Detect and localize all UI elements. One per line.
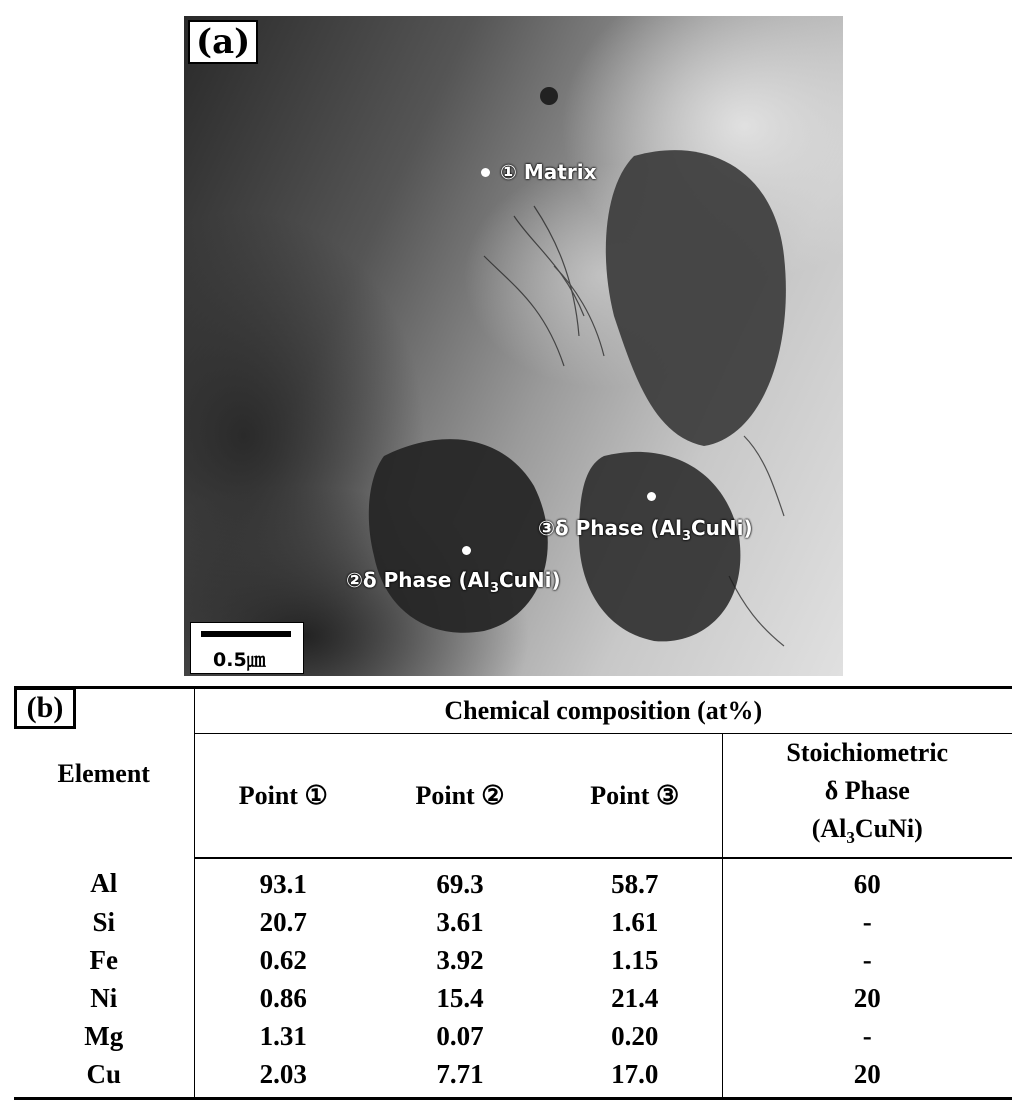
value-cell: 93.1: [259, 868, 307, 899]
panel-a-label: (a): [188, 20, 258, 64]
element-header: Element: [14, 688, 194, 859]
value-cell: 17.0: [548, 1055, 722, 1099]
value-cell: 3.92: [436, 944, 484, 975]
point-2-marker: [462, 546, 471, 555]
stoich-cell: -: [722, 941, 1012, 979]
point-3-label: ③δ Phase $(Al_3CuNi)$: [538, 516, 753, 544]
table-row: [14, 858, 1012, 903]
composition-header: Chemical composition (at%): [194, 688, 1012, 734]
value-cell: 20.7: [259, 906, 307, 937]
element-cell: Si: [14, 903, 194, 941]
point-1-header: Point ①: [194, 734, 372, 859]
point-3-header: Point ③: [548, 734, 722, 859]
element-cell: Ni: [14, 979, 194, 1017]
stoich-cell: -: [722, 903, 1012, 941]
value-cell: 0.86: [259, 982, 307, 1013]
table-row: [14, 1055, 1012, 1099]
element-cell: Al: [14, 858, 194, 903]
table-row: [14, 941, 1012, 979]
grain-lower-left: [369, 439, 548, 633]
stoich-cell: 20: [722, 1055, 1012, 1099]
value-cell: 1.61: [611, 906, 659, 937]
point-1-label: ① Matrix: [500, 160, 597, 184]
value-cell: 0.20: [611, 1020, 659, 1051]
tem-micrograph: [184, 16, 843, 676]
value-cell: 1.15: [611, 944, 659, 975]
value-cell: 0.07: [436, 1020, 484, 1051]
stoichiometric-header: Stoichiometric δ Phase $(Al_3CuNi)$: [722, 734, 1012, 859]
value-cell: 3.61: [436, 906, 484, 937]
point-2-header: Point ②: [372, 734, 548, 859]
value-cell: 69.3: [436, 868, 484, 899]
table-row: [14, 979, 1012, 1017]
composition-table: [14, 686, 1012, 1100]
value-cell: 15.4: [436, 982, 484, 1013]
point-3-marker: [647, 492, 656, 501]
point-2-label: ②δ Phase $(Al_3CuNi)$: [346, 568, 561, 596]
grain-lower-right: [579, 452, 740, 642]
particle: [540, 87, 558, 105]
stoich-cell: 20: [722, 979, 1012, 1017]
table-row: [14, 903, 1012, 941]
element-cell: Fe: [14, 941, 194, 979]
stoich-cell: -: [722, 1017, 1012, 1055]
grain-upper-right: [606, 150, 786, 446]
element-cell: Mg: [14, 1017, 194, 1055]
scale-bar: [190, 622, 304, 674]
value-cell: 2.03: [194, 1055, 372, 1099]
value-cell: 0.62: [259, 944, 307, 975]
value-cell: 7.71: [372, 1055, 548, 1099]
scale-bar-text: 0.5㎛: [213, 649, 266, 671]
stoich-cell: 60: [722, 858, 1012, 903]
table-row: [14, 1017, 1012, 1055]
point-1-marker: [481, 168, 490, 177]
scale-bar-line: [201, 631, 291, 637]
value-cell: 21.4: [611, 982, 659, 1013]
element-cell: Cu: [14, 1055, 194, 1099]
value-cell: 58.7: [611, 868, 659, 899]
panel-b-label: (b): [14, 687, 76, 729]
value-cell: 1.31: [259, 1020, 307, 1051]
